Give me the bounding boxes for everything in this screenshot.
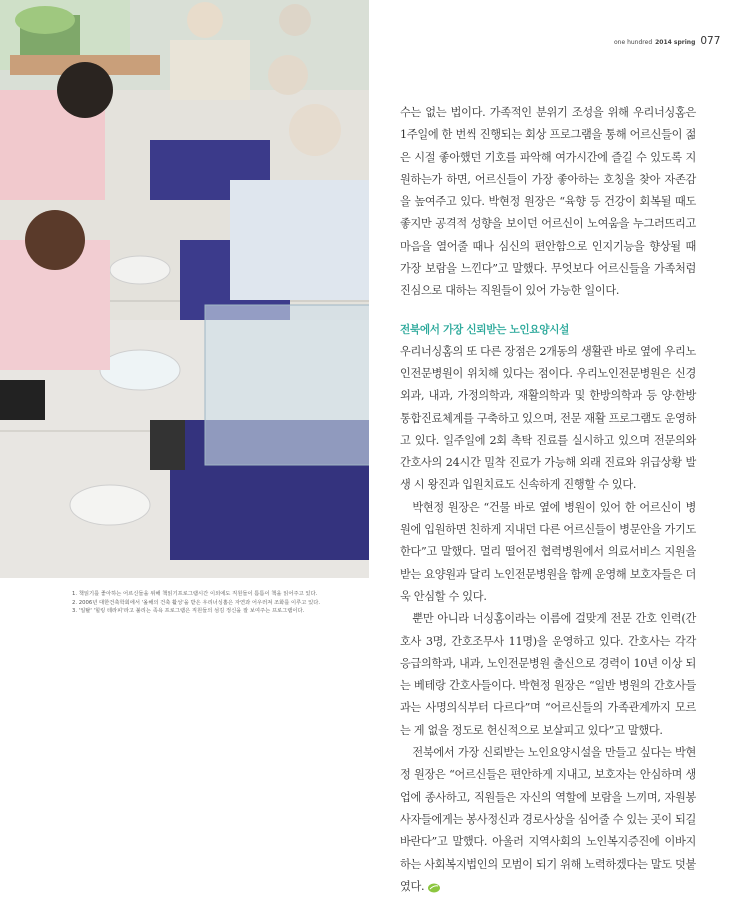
issue-season: 2014 spring — [655, 39, 696, 46]
caption-2: 2. 2006년 대한건축학회에서 '올해의 건축 활성'을 받은 우리너싱홈은 자연과 어우러져 조화를 이루고 있다. — [72, 599, 321, 606]
article-body — [400, 102, 696, 898]
magazine-name: one hundred — [614, 39, 653, 46]
paragraph-1: 수는 없는 법이다. 가족적인 분위기 조성을 위해 우리너싱홈은 1주일에 한 번씩 진행되는 회상 프로그램을 통해 어르신들이 젊은 시절 좋아했던 기호를 파악해 여가시간에 즐길 수 있도록 지원하는가 하면, 어르신들이 가장 좋아하는 호칭을 찾아 자존감을 높여주고 있다. 박현정 원장은 “육향 등 건강이 회복될 때도 좋지만 공격적 성향을 보이던 어르신이 노여움을 누그러뜨리고 마음을 열어줄 때나 심신의 편안함으로 인지기능을 향상될 때 가장 보람을 느낀다”고 말했다. 무엇보다 어르신들을 가족처럼 진심으로 대하는 직원들이 있어 가능한 일이다. — [400, 106, 696, 298]
section-subheading: 전북에서 가장 신뢰받는 노인요양시설 — [400, 323, 570, 336]
leaf-end-mark-icon — [427, 881, 441, 893]
paragraph-3: 박현정 원장은 “건물 바로 옆에 병원이 있어 한 어르신이 병원에 입원하면 친하게 지내던 다른 어르신들이 병문안을 가기도 한다”고 말했다. 멀리 떨어진 협력병원에서 의료서비스 지원을 받는 요양원과 달리 노인전문병원을 함께 운영해 보호자들은 더욱 안심할 수 있다. — [400, 500, 696, 603]
caption-1: 1. 책읽기를 좋아하는 어르신들을 위해 책읽기프로그램시간 이외에도 직원들이 틈틈이 책을 읽어주고 있다. — [72, 591, 318, 597]
caption-3: 3. '일탈' '힐링 테라피'라고 불리는 족욕 프로그램은 직원들의 섬김 정신을 잘 보여주는 프로그램이다. — [72, 608, 305, 615]
page-number: 077 — [700, 35, 721, 47]
page-header — [614, 35, 720, 47]
paragraph-2: 우리너싱홈의 또 다른 장점은 2개동의 생활관 바로 옆에 우리노인전문병원이 위치해 있다는 점이다. 우리노인전문병원은 신경외과, 내과, 가정의학과, 재활의학과 및 한방의학과 등 양·한방 통합진료체계를 구축하고 있으며, 전문 재활 프로그램도 운영하고 있다. 일주일에 2회 촉탁 진료를 실시하고 있으며 전문의와 간호사의 24시간 밀착 진료가 가능해 외래 진료와 위급상황 발생 시 왕진과 입원치료도 신속하게 진행할 수 있다. — [400, 344, 696, 492]
paragraph-5-text: 전북에서 가장 신뢰받는 노인요양시설을 만들고 싶다는 박현정 원장은 “어르신들은 편안하게 지내고, 보호자는 안심하며 생업에 종사하고, 직원들은 자신의 역할에 보람을 느끼며, 자원봉사자들에게는 봉사정신과 경로사상을 심어줄 수 있는 곳이 되길 바란다”고 말했다. 아울러 지역사회의 노인복지증진에 이바지하는 사회복지법인의 모범이 되기 위해 노력하겠다는 말도 덧붙였다. — [400, 746, 696, 893]
paragraph-5 — [400, 742, 696, 898]
paragraph-4: 뿐만 아니라 너싱홈이라는 이름에 걸맞게 전문 간호 인력(간호사 3명, 간호조무사 11명)을 운영하고 있다. 간호사는 각각 응급의학과, 내과, 노인전문병원 출신으로 경력이 10년 이상 되는 베테랑 간호사들이다. 박현정 원장은 “일반 병원의 간호사들과는 사명의식부터 다르다”며 “어르신들의 가족관계까지 모르는 게 없을 정도로 헌신적으로 보살피고 있다”고 말했다. — [400, 612, 696, 737]
footbath-photo — [0, 0, 369, 578]
photo-captions — [72, 590, 372, 616]
